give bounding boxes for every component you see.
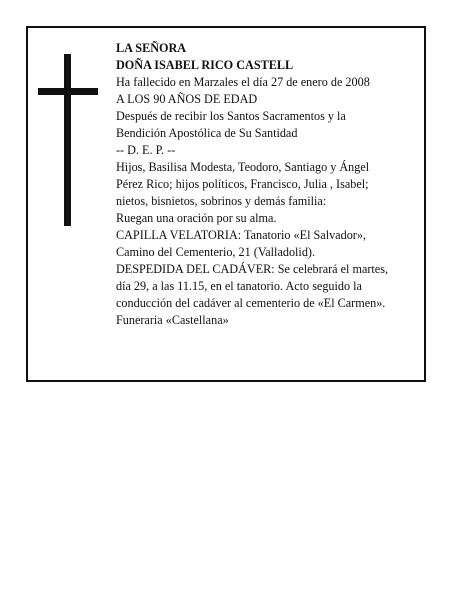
farewell-line-2: día 29, a las 11.15, en el tanatorio. Acto seguido la bbox=[116, 279, 362, 293]
cross-horizontal-bar bbox=[38, 88, 98, 95]
age-line: A LOS 90 AÑOS DE EDAD bbox=[116, 92, 258, 106]
funeral-home: Funeraria «Castellana» bbox=[116, 313, 229, 327]
chapel-line-2: Camino del Cementerio, 21 (Valladolid). bbox=[116, 245, 316, 259]
farewell-line-1: DESPEDIDA DEL CADÁVER: Se celebrará el martes, bbox=[116, 262, 389, 276]
death-announcement: Ha fallecido en Marzales el día 27 de enero de 2008 bbox=[116, 75, 370, 89]
sacraments-line-1: Después de recibir los Santos Sacramentos y la bbox=[116, 109, 346, 123]
prayer-request: Ruegan una oración por su alma. bbox=[116, 211, 277, 225]
farewell-line-3: conducción del cadáver al cementerio de «El Carmen». bbox=[116, 296, 386, 310]
heading-title: LA SEÑORA bbox=[116, 41, 187, 55]
family-line-3: nietos, bisnietos, sobrinos y demás familia: bbox=[116, 194, 327, 208]
cross-vertical-bar bbox=[64, 54, 71, 226]
notice-text bbox=[116, 40, 424, 329]
family-line-1: Hijos, Basilisa Modesta, Teodoro, Santiago y Ángel bbox=[116, 160, 370, 174]
family-line-2: Pérez Rico; hijos políticos, Francisco, Julia , Isabel; bbox=[116, 177, 369, 191]
cross-icon bbox=[38, 54, 98, 226]
sacraments-line-2: Bendición Apostólica de Su Santidad bbox=[116, 126, 298, 140]
rip-line: -- D. E. P. -- bbox=[116, 143, 176, 157]
deceased-name: DOÑA ISABEL RICO CASTELL bbox=[116, 58, 294, 72]
obituary-notice bbox=[26, 26, 426, 382]
chapel-line-1: CAPILLA VELATORIA: Tanatorio «El Salvador», bbox=[116, 228, 366, 242]
